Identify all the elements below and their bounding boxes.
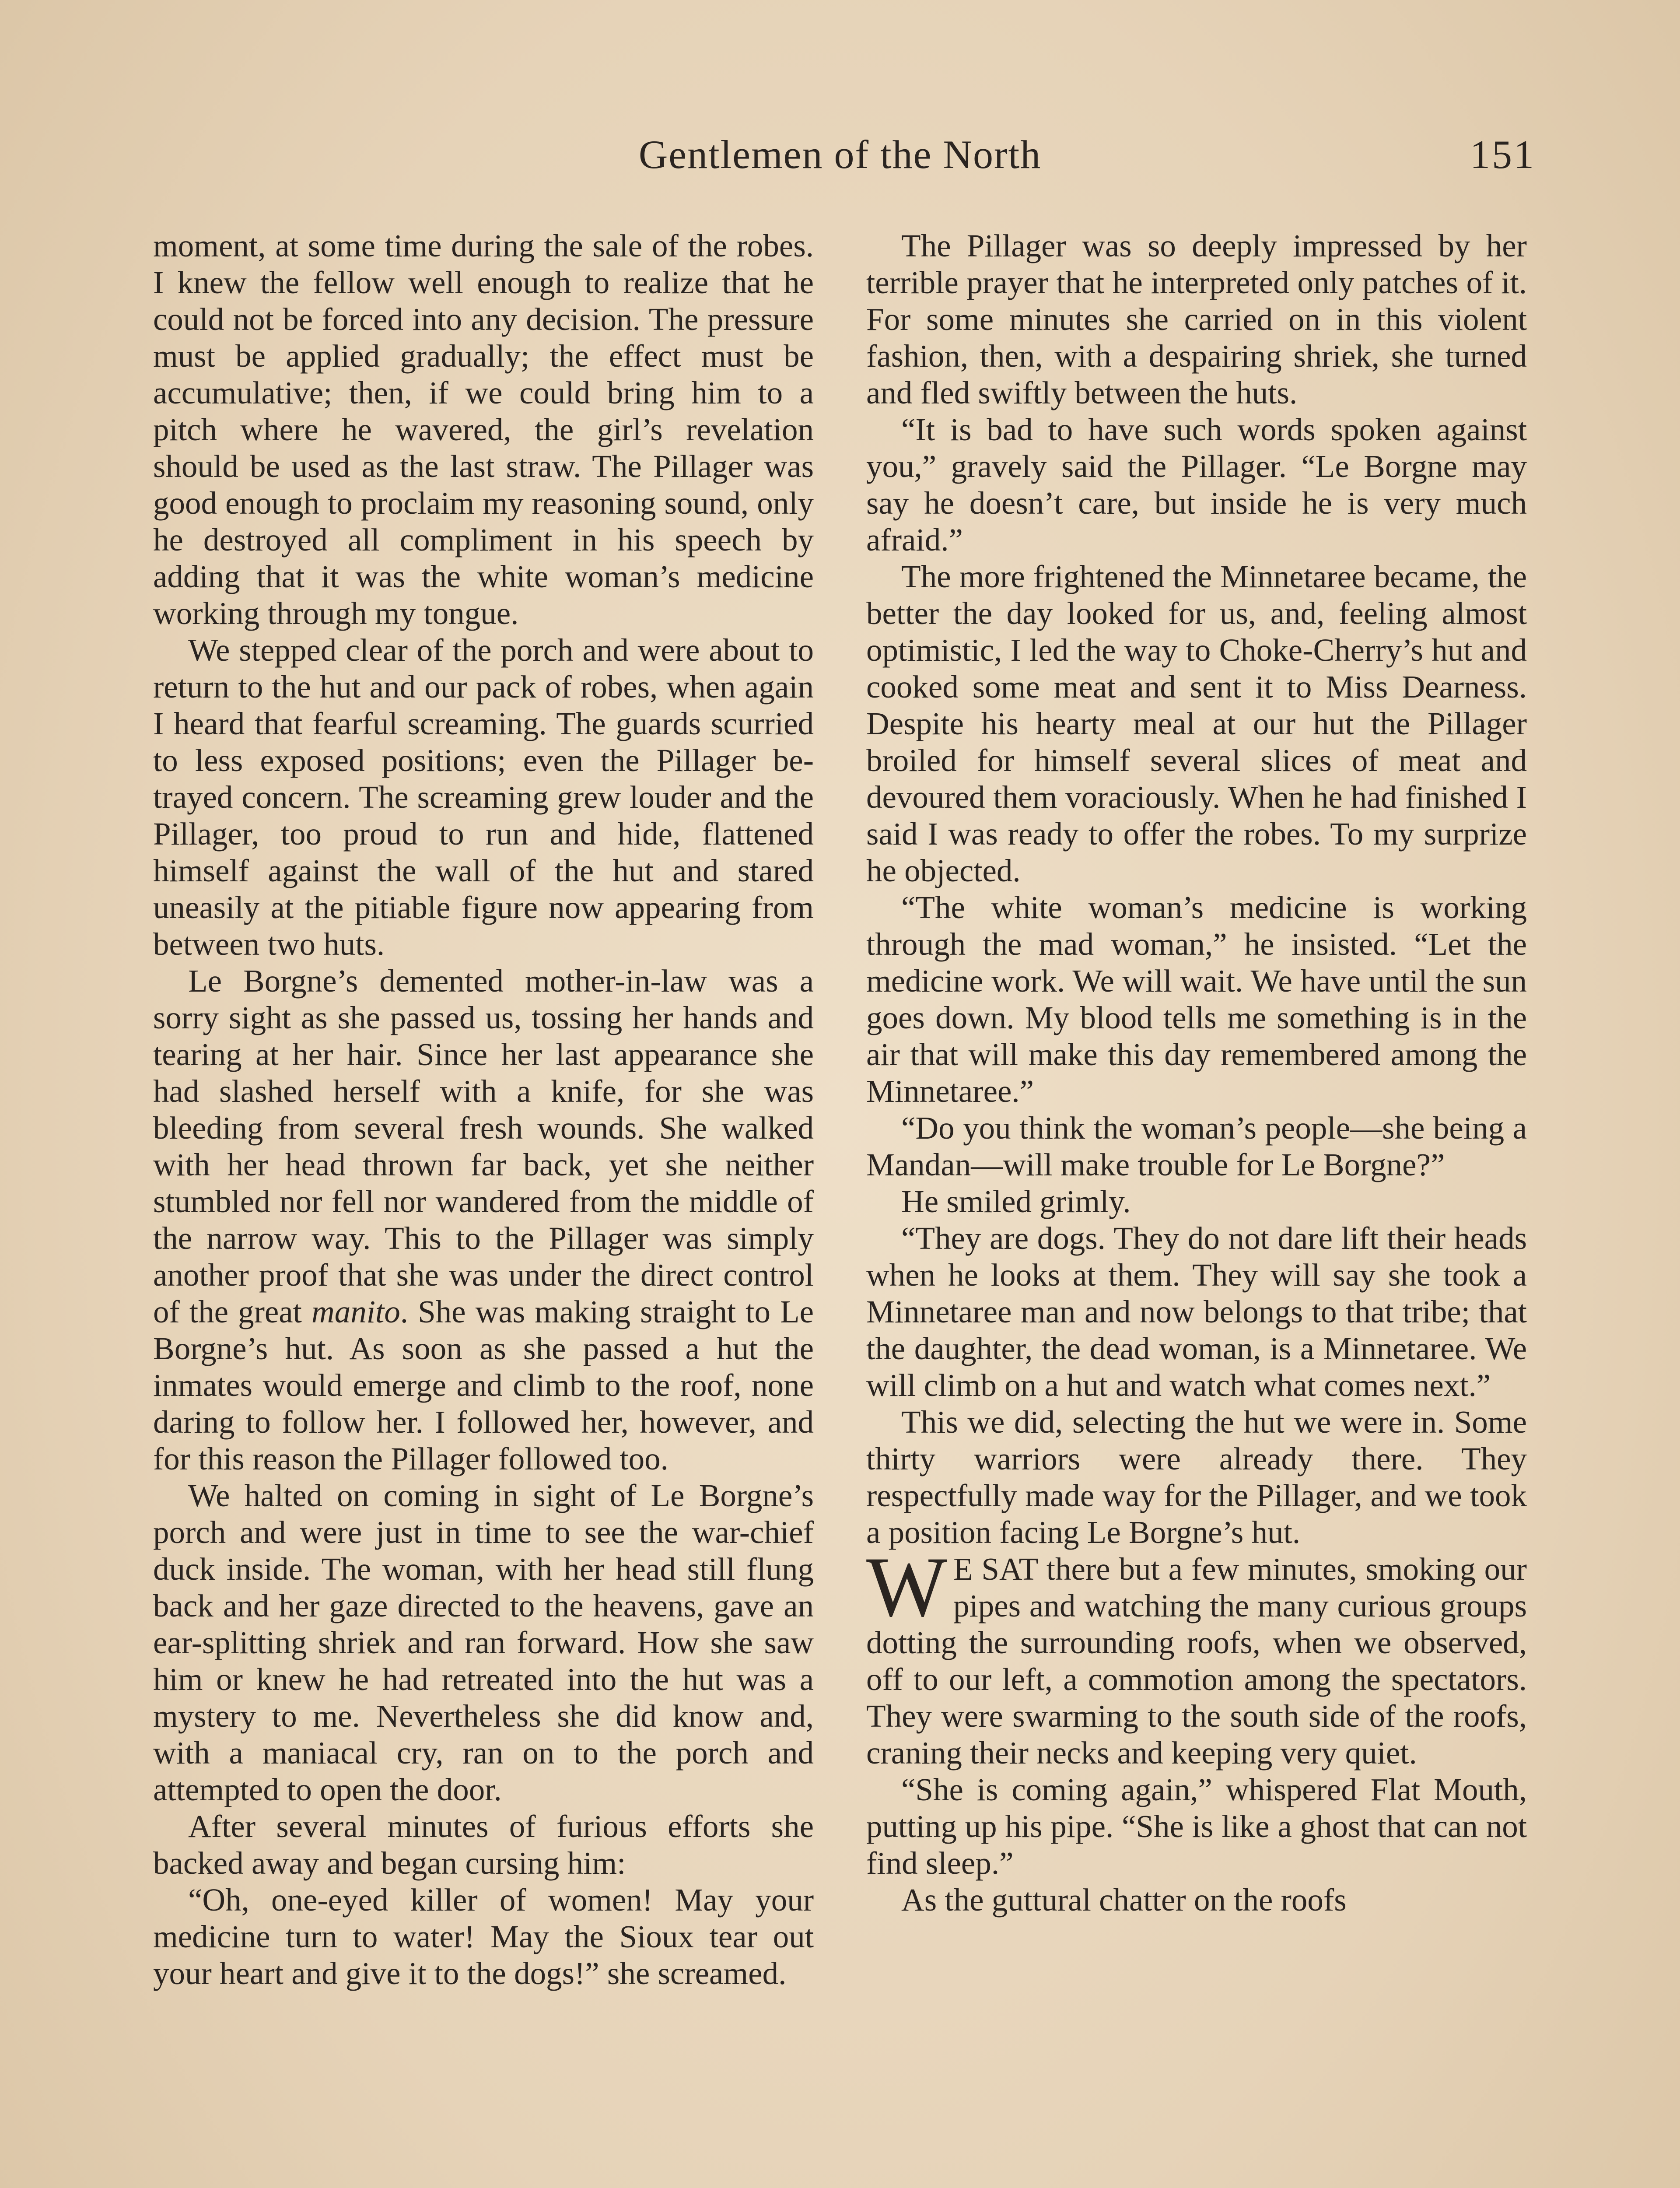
running-head	[0, 131, 1680, 184]
paragraph: “She is coming again,” whispered Flat Mouth, putting up his pipe. “She is like a ghost that can not find sleep.”	[866, 1772, 1527, 1881]
section-opening-paragraph	[866, 1539, 1527, 1771]
paragraph: This we did, selecting the hut we were in. Some thirty warriors were already there. They respectfully made way for the Pillager, and we took a position facing Le Borgne’s hut.	[866, 1404, 1527, 1550]
paragraph: “Oh, one-eyed killer of women! May your medicine turn to water! May the Sioux tear out your heart and give it to the dogs!” she screamed.	[153, 1882, 814, 1991]
text-columns	[153, 228, 1527, 1992]
paragraph-text: . She was making straight to Le Borgne’s hut. As soon as she passed a hut the inmates would emerge and climb to the roof, none daring to follow her. I followed her, however, and for this reason the Pillager followed too.	[153, 1294, 814, 1476]
paragraph: After several minutes of furious efforts she backed away and began cursing him:	[153, 1809, 814, 1881]
lead-in: E SAT	[953, 1551, 1038, 1587]
paragraph: “The white woman’s medicine is working through the mad woman,” he insisted. “Let the medicine work. We will wait. We have until the sun goes down. My blood tells me something is in the air that will make this day remembered among the Minnetaree.”	[866, 890, 1527, 1109]
paragraph: moment, at some time during the sale of the robes. I knew the fellow well enough to realize that he could not be forced into any decision. The pressure must be applied gradually; the effect must be accumulative; then, if we could bring him to a pitch where he wavered, the girl’s revelation should be used as the last straw. The Pillager was good enough to proclaim my reasoning sound, only he destroyed all compliment in his speech by adding that it was the white woman’s medicine working through my tongue.	[153, 228, 814, 631]
paragraph: “They are dogs. They do not dare lift their heads when he looks at them. They will say she took a Minnetaree man and now belongs to that tribe; that the daughter, the dead woman, is a Minnetaree. We will climb on a hut and watch what comes next.”	[866, 1220, 1527, 1403]
paragraph: “Do you think the woman’s people—she being a Mandan—will make trouble for Le Borgne?”	[866, 1110, 1527, 1182]
running-title: Gentlemen of the North	[638, 132, 1042, 177]
paragraph-text: Le Borgne’s demented mother-in-law was a sorry sight as she passed us, tossing her hands and tearing at her hair. Since her last appearance she had slashed herself with a knife, for she was bleeding from several fresh wounds. She walked with her head thrown far back, yet she neither stumbled nor fell nor wandered from the middle of the narrow way. This to the Pillager was simply another proof that she was under the direct control of the great	[153, 963, 814, 1329]
page-number: 151	[1470, 132, 1536, 177]
paragraph	[153, 963, 814, 1477]
italic-word: manito	[312, 1294, 400, 1329]
paragraph: We halted on coming in sight of Le Borgne’s porch and were just in time to see the war-chief duck inside. The woman, with her head still flung back and her gaze directed to the heavens, gave an ear-splitting shriek and ran forward. How she saw him or knew he had retreated into the hut was a mystery to me. Nevertheless she did know and, with a maniacal cry, ran on to the porch and attempted to open the door.	[153, 1478, 814, 1807]
drop-cap: W	[866, 1539, 947, 1634]
right-column	[866, 228, 1527, 1992]
paragraph: “It is bad to have such words spoken against you,” gravely said the Pillager. “Le Borgne may say he doesn’t care, but inside he is very much afraid.”	[866, 412, 1527, 558]
left-column	[153, 228, 814, 1992]
paragraph: As the guttural chatter on the roofs	[901, 1882, 1347, 1918]
paragraph: We stepped clear of the porch and were about to return to the hut and our pack of robes, when again I heard that fearful screaming. The guards scurried to less exposed positions; even the Pillager betrayed concern. The screaming grew louder and the Pillager, too proud to run and hide, flattened himself against the wall of the hut and stared uneasily at the pitiable figure now appearing from between two huts.	[153, 632, 814, 962]
paragraph-text: there but a few minutes, smoking our pipes and watching the many curious groups dotting the surrounding roofs, when we observed, off to our left, a commotion among the spectators. They were swarming to the south side of the roofs, craning their necks and keeping very quiet.	[866, 1551, 1527, 1771]
paragraph: He smiled grimly.	[901, 1184, 1131, 1219]
paragraph: The Pillager was so deeply impressed by her terrible prayer that he interpreted only patches of it. For some minutes she carried on in this violent fashion, then, with a despairing shriek, she turned and fled swiftly between the huts.	[866, 228, 1527, 410]
paragraph: The more frightened the Minnetaree became, the better the day looked for us, and, feeling almost optimistic, I led the way to Choke-Cherry’s hut and cooked some meat and sent it to Miss Dearness. Despite his hearty meal at our hut the Pillager broiled for himself several slices of meat and devoured them voraciously. When he had finished I said I was ready to offer the robes. To my surprize he objected.	[866, 559, 1527, 888]
